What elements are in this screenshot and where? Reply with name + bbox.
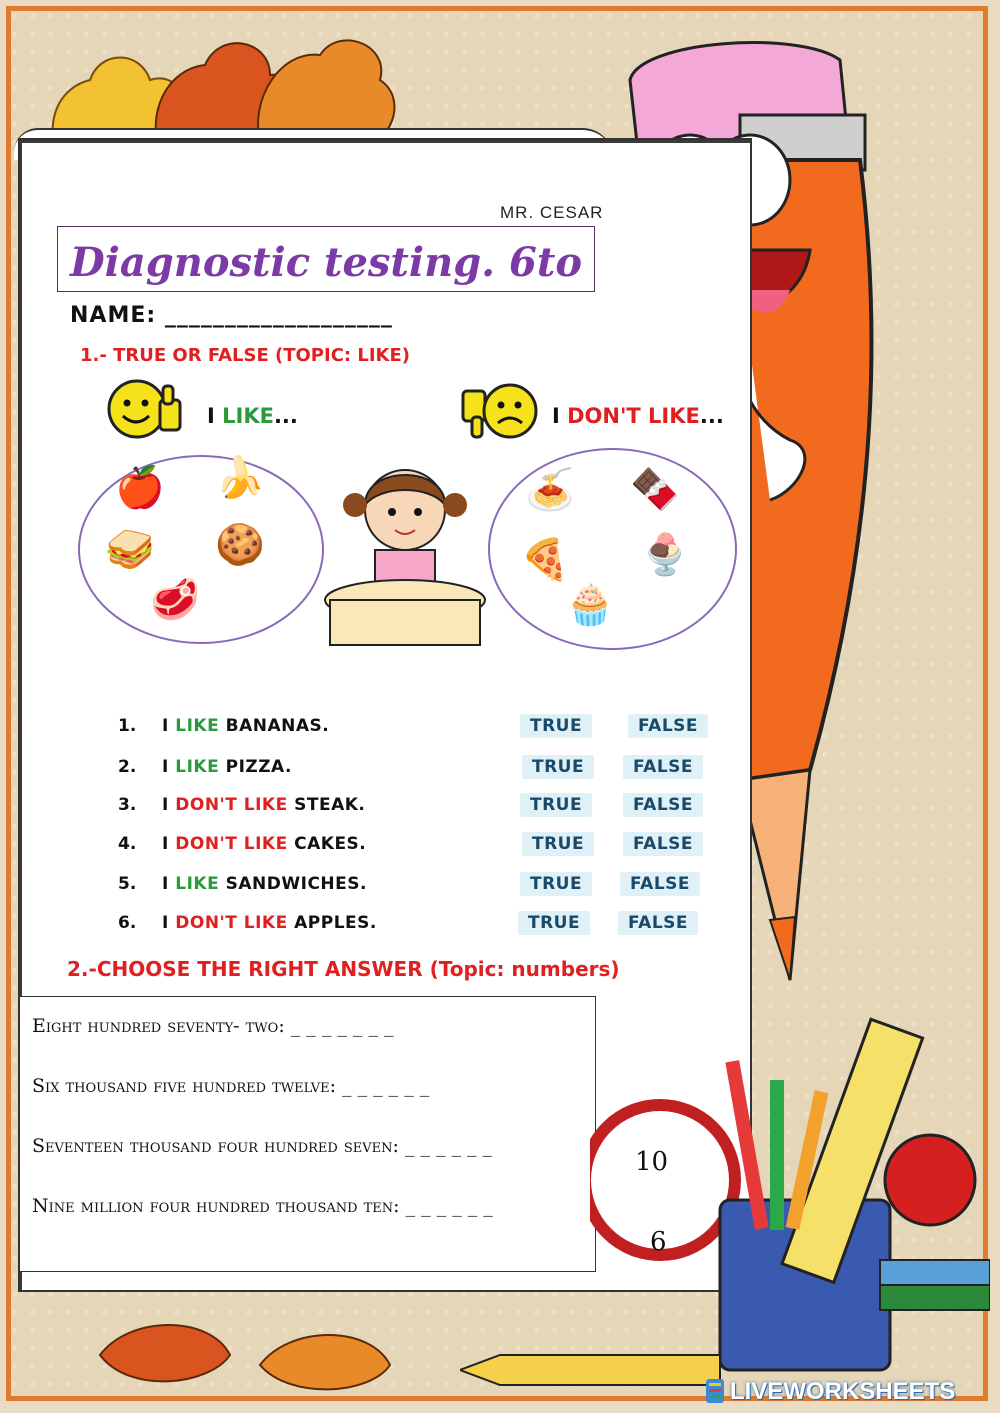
true-button[interactable]: TRUE bbox=[518, 911, 590, 935]
question-verb: DON'T LIKE bbox=[175, 834, 288, 854]
true-button[interactable]: TRUE bbox=[522, 832, 594, 856]
false-button[interactable]: FALSE bbox=[623, 832, 703, 856]
thumbs-up-smiley-icon bbox=[105, 378, 185, 440]
true-button[interactable]: TRUE bbox=[520, 714, 592, 738]
question-prefix: I bbox=[162, 834, 176, 854]
false-button[interactable]: FALSE bbox=[628, 714, 708, 738]
question-object: SANDWICHES. bbox=[219, 874, 367, 894]
question-number: 2. bbox=[118, 757, 137, 777]
pencil-bottom-decoration bbox=[460, 1330, 740, 1400]
bananas-icon: 🍌 bbox=[215, 455, 265, 501]
question-text bbox=[162, 757, 292, 777]
author-label: MR. CESAR bbox=[500, 203, 604, 222]
answer-blank[interactable]: _ _ _ _ _ _ bbox=[405, 1195, 493, 1217]
liveworksheets-logo-icon bbox=[705, 1378, 725, 1404]
question-object: BANANAS. bbox=[219, 716, 330, 736]
answer-blank[interactable]: _ _ _ _ _ _ bbox=[342, 1075, 430, 1097]
thumbs-down-sad-icon bbox=[458, 383, 543, 445]
false-button[interactable]: FALSE bbox=[623, 755, 703, 779]
question-text bbox=[162, 913, 377, 933]
number-item-text: Six thousand five hundred twelve: bbox=[32, 1075, 343, 1097]
number-item-text: Nine million four hundred thousand ten: bbox=[32, 1195, 406, 1217]
bottom-leaves-decoration bbox=[90, 1295, 470, 1405]
apples-icon: 🍎 bbox=[115, 465, 165, 511]
question-verb: LIKE bbox=[175, 716, 220, 736]
question-prefix: I bbox=[162, 716, 176, 736]
svg-text:10: 10 bbox=[635, 1147, 669, 1177]
question-verb: LIKE bbox=[175, 757, 220, 777]
liveworksheets-brand[interactable]: LIVEWORKSHEETS bbox=[730, 1378, 956, 1405]
question-prefix: I bbox=[162, 795, 176, 815]
number-item-text: Seventeen thousand four hundred seven: bbox=[32, 1135, 405, 1157]
question-prefix: I bbox=[162, 913, 176, 933]
question-text bbox=[162, 874, 367, 894]
answer-blank[interactable]: _ _ _ _ _ _ _ bbox=[290, 1015, 394, 1037]
dislike-legend bbox=[552, 404, 724, 428]
question-number: 6. bbox=[118, 913, 137, 933]
chocolate-icon: 🍫 bbox=[630, 467, 680, 513]
answer-blank[interactable]: _ _ _ _ _ _ bbox=[404, 1135, 493, 1157]
like-legend bbox=[207, 404, 298, 428]
school-supplies-illustration bbox=[590, 1000, 990, 1380]
question-number: 1. bbox=[118, 716, 137, 736]
question-object: APPLES. bbox=[287, 913, 377, 933]
question-number: 3. bbox=[118, 795, 137, 815]
number-item-3 bbox=[32, 1135, 492, 1157]
question-prefix: I bbox=[162, 757, 176, 777]
cookies-icon: 🍪 bbox=[215, 522, 265, 568]
question-object: PIZZA. bbox=[219, 757, 292, 777]
question-verb: LIKE bbox=[175, 874, 220, 894]
question-text bbox=[162, 795, 365, 815]
pizza-icon: 🍕 bbox=[520, 537, 570, 583]
true-button[interactable]: TRUE bbox=[520, 793, 592, 817]
svg-text:6: 6 bbox=[650, 1227, 667, 1257]
question-verb: DON'T LIKE bbox=[175, 913, 288, 933]
number-item-1 bbox=[32, 1015, 394, 1037]
like-legend-prefix: I bbox=[207, 404, 223, 428]
section-2-title: 2.-CHOOSE THE RIGHT ANSWER (Topic: numbers) bbox=[67, 957, 620, 981]
title-box bbox=[57, 226, 595, 292]
like-legend-suffix: ... bbox=[273, 404, 298, 428]
question-prefix: I bbox=[162, 874, 176, 894]
dislike-legend-suffix: ... bbox=[699, 404, 724, 428]
page-title: Diagnostic testing. 6to bbox=[69, 239, 582, 286]
steak-icon: 🥩 bbox=[150, 577, 200, 623]
cupcakes-icon: 🧁 bbox=[565, 582, 615, 628]
question-object: STEAK. bbox=[287, 795, 366, 815]
section-1-title: 1.- TRUE OR FALSE (TOPIC: LIKE) bbox=[80, 345, 411, 366]
dislike-legend-prefix: I bbox=[552, 404, 568, 428]
false-button[interactable]: FALSE bbox=[618, 911, 698, 935]
spaghetti-icon: 🍝 bbox=[525, 467, 575, 513]
question-text bbox=[162, 834, 366, 854]
dislike-legend-word: DON'T LIKE bbox=[567, 404, 700, 428]
ice-cream-icon: 🍨 bbox=[640, 532, 690, 578]
number-item-2 bbox=[32, 1075, 429, 1097]
false-button[interactable]: FALSE bbox=[623, 793, 703, 817]
girl-eating-illustration bbox=[320, 450, 490, 660]
number-item-4 bbox=[32, 1195, 493, 1217]
false-button[interactable]: FALSE bbox=[620, 872, 700, 896]
name-label: NAME: ___________________ bbox=[70, 303, 393, 328]
number-item-text: Eight hundred seventy- two: bbox=[32, 1015, 291, 1037]
question-number: 5. bbox=[118, 874, 137, 894]
question-object: CAKES. bbox=[287, 834, 367, 854]
true-button[interactable]: TRUE bbox=[520, 872, 592, 896]
question-text bbox=[162, 716, 329, 736]
question-verb: DON'T LIKE bbox=[175, 795, 288, 815]
true-button[interactable]: TRUE bbox=[522, 755, 594, 779]
sandwich-icon: 🥪 bbox=[105, 527, 155, 573]
numbers-answer-box bbox=[19, 996, 596, 1272]
question-number: 4. bbox=[118, 834, 137, 854]
like-legend-word: LIKE bbox=[222, 404, 274, 428]
